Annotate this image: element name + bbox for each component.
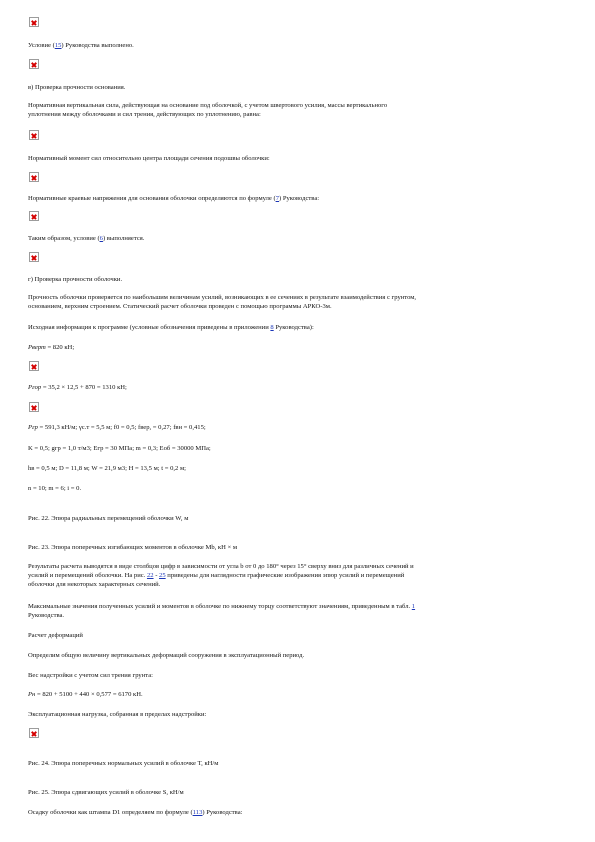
link-ref-15[interactable]: 15	[54, 42, 62, 49]
paragraph-vertical-force-cont: уплотнения между оболочками и сил трения, действующих по уплотнению, равна:	[28, 111, 261, 118]
paragraph-max-values-cont: Руководства.	[28, 612, 65, 619]
link-fig-22[interactable]: 22	[146, 572, 154, 579]
link-appendix-8[interactable]: 8	[270, 324, 274, 331]
broken-image-icon	[29, 252, 39, 262]
paragraph-superstructure-weight: Вес надстройки с учетом сил трения грунта:	[28, 672, 153, 679]
formula-p-n: Рн = 820 + 5100 + 440 × 0,577 = 6170 кН.	[28, 691, 143, 698]
heading-deformation: Расчет деформаций	[28, 632, 83, 639]
paragraph-max-values: Максимальные значения полученных усилий и моментов в оболочке по нижнему торцу соответствуют значениям, приведенным в табл. 1	[28, 603, 416, 610]
formula-count-params: n = 10; m = 6; i = 0.	[28, 485, 82, 492]
link-ref-113[interactable]: 113	[192, 809, 203, 816]
paragraph-results-cont: усилий и перемещений оболочки. На рис. 22 - 25 приведены для наглядности графические изображения эпюр усилий и перемещений	[28, 572, 405, 579]
broken-image-icon	[29, 211, 39, 221]
formula-soil-params: Ргр = 591,3 кН/м; γс.т = 5,5 м; f0 = 0,5; fвер, = 0,27; fвн = 0,415;	[28, 424, 206, 431]
broken-image-icon	[29, 172, 39, 182]
heading-base-strength: в) Проверка прочности основания.	[28, 84, 126, 91]
broken-image-icon	[29, 402, 39, 412]
paragraph-results-end: оболочки для некоторых характерных сечений.	[28, 581, 161, 588]
broken-image-icon	[29, 728, 39, 738]
figure-caption-25: Рис. 25. Эпюра сдвигающих усилий в оболочке S, кН/м	[28, 789, 184, 796]
paragraph-operational-load: Эксплуатационная нагрузка, собранная в пределах надстройки:	[28, 711, 207, 718]
paragraph-shell-strength: Прочность оболочки проверяется по наибольшим величинам усилий, возникающих в ее сечениях в результате взаимодействия с грунтом,	[28, 294, 417, 301]
broken-image-icon	[29, 17, 39, 27]
figure-caption-22: Рис. 22. Эпюра радиальных перемещений оболочки W, м	[28, 515, 189, 522]
paragraph-edge-stress: Нормативные краевые напряжения для основания оболочки определяются по формуле (7) Руководства:	[28, 195, 320, 202]
broken-image-icon	[29, 130, 39, 140]
link-table-1[interactable]: 1	[411, 603, 416, 610]
formula-material-params: K = 0,5; gгр = 1,0 т/м3; Eгр = 30 МПа; m = 0,3; Eоб = 30000 МПа;	[28, 445, 211, 452]
heading-shell-strength: г) Проверка прочности оболочки.	[28, 276, 123, 283]
link-fig-25[interactable]: 25	[159, 572, 166, 579]
paragraph-condition-15: Условие (15) Руководства выполнено.	[28, 42, 134, 49]
paragraph-results: Результаты расчета выводятся в виде столбцов цифр в зависимости от угла b от 0 до 180° через 15° сверху вниз для различных сечений и	[28, 563, 414, 570]
formula-geometry-params: hв = 0,5 м; D = 11,8 м; W = 21,9 м3; H = 13,5 м; t = 0,2 м;	[28, 465, 186, 472]
paragraph-shell-strength-cont: основанием, верхним строением. Статический расчет оболочки проведен с помощью программы АРКО-3м.	[28, 303, 332, 310]
figure-caption-24: Рис. 24. Эпюра поперечных нормальных усилий в оболочке T, кН/м	[28, 760, 219, 767]
figure-caption-23: Рис. 23. Эпюра поперечных изгибающих моментов в оболочке Mb, кН × м	[28, 544, 238, 551]
paragraph-input-info: Исходная информация к программе (условные обозначения приведены в приложении 8 Руководства):	[28, 324, 314, 331]
formula-p-hor: Ргор = 35,2 × 12,5 + 870 = 1310 кН;	[28, 384, 127, 391]
paragraph-vertical-force: Нормативная вертикальная сила, действующая на основание под оболочкой, с учетом швертового усилия, массы вертикального	[28, 102, 388, 109]
paragraph-deformation: Определим общую величину вертикальных деформаций сооружения в эксплуатационный период.	[28, 652, 305, 659]
broken-image-icon	[29, 59, 39, 69]
link-ref-6[interactable]: 6	[99, 235, 103, 242]
broken-image-icon	[29, 361, 39, 371]
paragraph-settlement: Осадку оболочки как штампа D1 определяем по формуле (113) Руководства:	[28, 809, 243, 816]
paragraph-moment: Нормативный момент сил относительно центра площади сечения подошвы оболочки:	[28, 155, 270, 162]
paragraph-condition-6: Таким образом, условие (6) выполняется.	[28, 235, 145, 242]
link-ref-7[interactable]: 7	[275, 195, 279, 202]
formula-p-vert: Рверт = 820 кН;	[28, 344, 75, 351]
